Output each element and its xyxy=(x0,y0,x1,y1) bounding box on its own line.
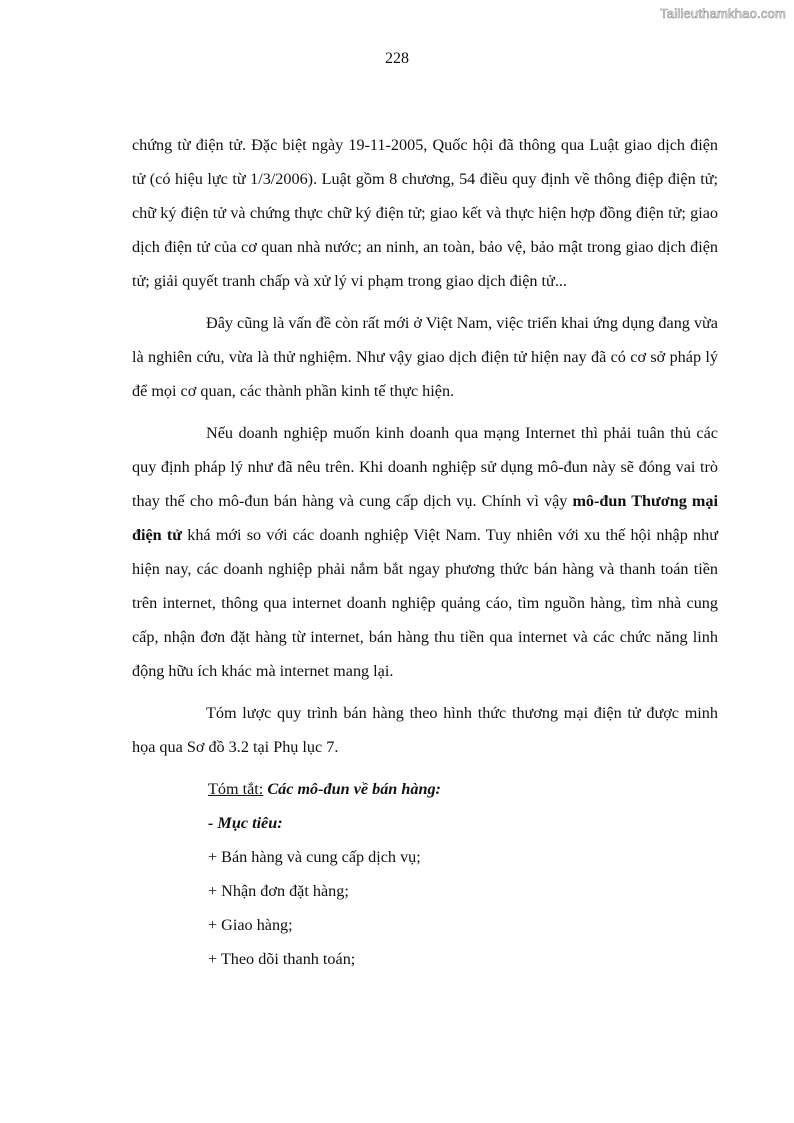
body-text xyxy=(132,128,718,976)
list-item: + Nhận đơn đặt hàng; xyxy=(208,882,349,900)
summary-heading xyxy=(208,772,718,806)
summary-section xyxy=(132,772,718,976)
paragraph-2: Đây cũng là vấn đề còn rất mới ở Việt Nam, việc triển khai ứng dụng đang vừa là nghiên cứu, vừa là thử nghiệm. Như vậy giao dịch điện tử hiện nay đã có cơ sở pháp lý để mọi cơ quan, các thành phần kinh tế thực hiện. xyxy=(132,314,718,400)
paragraph-1: chứng từ điện tử. Đặc biệt ngày 19-11-2005, Quốc hội đã thông qua Luật giao dịch điện tử (có hiệu lực từ 1/3/2006). Luật gồm 8 chương, 54 điều quy định về thông điệp điện tử; chữ ký điện tử và chứng thực chữ ký điện tử; giao kết và thực hiện hợp đồng điện tử; giao dịch điện tử của cơ quan nhà nước; an ninh, an toàn, bảo vệ, bảo mật trong giao dịch điện tử; giải quyết tranh chấp và xử lý vi phạm trong giao dịch điện tử... xyxy=(132,136,718,290)
watermark: Tailieuthamkhao.com xyxy=(660,6,786,21)
paragraph-4: Tóm lược quy trình bán hàng theo hình thức thương mại điện tử được minh họa qua Sơ đồ 3.2 tại Phụ lục 7. xyxy=(132,704,718,756)
list-item: + Giao hàng; xyxy=(208,916,293,934)
list-item: + Bán hàng và cung cấp dịch vụ; xyxy=(208,848,421,866)
summary-label: Tóm tắt: xyxy=(208,780,264,798)
list-item: + Theo dõi thanh toán; xyxy=(208,950,356,968)
summary-title: Các mô-đun về bán hàng: xyxy=(267,780,441,798)
page-number: 228 xyxy=(385,50,409,67)
paragraph-3-text-after: khá mới so với các doanh nghiệp Việt Nam. Tuy nhiên với xu thế hội nhập như hiện nay, các doanh nghiệp phải nắm bắt ngay phương thức bán hàng và thanh toán tiền trên internet, thông qua internet doanh nghiệp quảng cáo, tìm nguồn hàng, tìm nhà cung cấp, nhận đơn đặt hàng từ internet, bán hàng thu tiền qua internet và các chức năng linh động hữu ích khác mà internet mang lại. xyxy=(132,526,718,680)
summary-objective: - Mục tiêu: xyxy=(208,814,283,832)
paragraph-3-text-before: Nếu doanh nghiệp muốn kinh doanh qua mạng Internet thì phải tuân thủ các quy định pháp lý như đã nêu trên. Khi doanh nghiệp sử dụng mô-đun này sẽ đóng vai trò thay thế cho mô-đun bán hàng và cung cấp dịch vụ. Chính vì vậy xyxy=(132,424,718,510)
paragraph-3-bold-term: mô-đun Thương mại điện tử xyxy=(132,492,718,544)
paragraph-3 xyxy=(132,416,718,688)
